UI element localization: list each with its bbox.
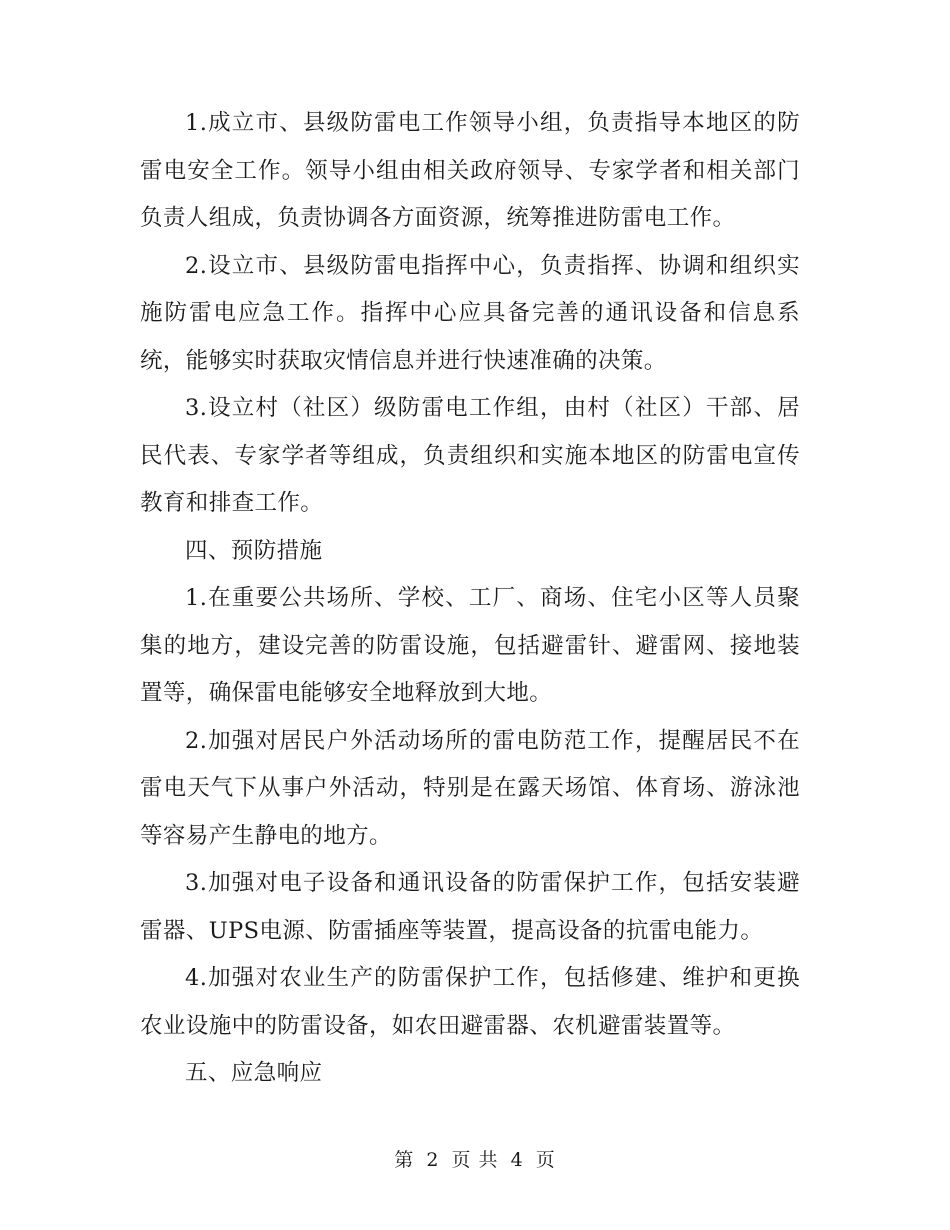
section-heading: 五、应急响应 xyxy=(185,1060,323,1086)
document-body xyxy=(140,100,800,1098)
footer-suffix: 页 xyxy=(535,1149,556,1171)
section-heading: 四、预防措施 xyxy=(185,537,323,564)
paragraph: 1.在重要公共场所、学校、工厂、商场、住宅小区等人员聚集的地方，建设完善的防雷设施，包括避雷针、避雷网、接地装置等，确保雷电能够安全地释放到大地。 xyxy=(140,585,800,706)
paragraph: 2.加强对居民户外活动场所的雷电防范工作，提醒居民不在雷电天气下从事户外活动，特别是在露天场馆、体育场、游泳池等容易产生静电的地方。 xyxy=(140,727,800,849)
paragraph: 2.设立市、县级防雷电指挥中心，负责指挥、协调和组织实施防雷电应急工作。指挥中心应具备完善的通讯设备和信息系统，能够实时获取灾情信息并进行快速准确的决策。 xyxy=(140,252,800,374)
footer-middle: 页 共 xyxy=(451,1149,499,1171)
paragraph: 3.设立村（社区）级防雷电工作组，由村（社区）干部、居民代表、专家学者等组成，负责组织和实施本地区的防雷电宣传教育和排查工作。 xyxy=(140,395,800,516)
paragraph: 1.成立市、县级防雷电工作领导小组，负责指导本地区的防雷电安全工作。领导小组由相关政府领导、专家学者和相关部门负责人组成，负责协调各方面资源，统筹推进防雷电工作。 xyxy=(140,110,800,231)
paragraph: 4.加强对农业生产的防雷保护工作，包括修建、维护和更换农业设施中的防雷设备，如农田避雷器、农机避雷装置等。 xyxy=(140,965,800,1039)
footer-prefix: 第 xyxy=(394,1149,415,1171)
total-pages-number: 4 xyxy=(510,1149,524,1171)
paragraph: 3.加强对电子设备和通讯设备的防雷保护工作，包括安装避雷器、UPS电源、防雷插座等装置，提高设备的抗雷电能力。 xyxy=(140,870,800,944)
page-footer xyxy=(0,1146,950,1174)
current-page-number: 2 xyxy=(426,1149,440,1171)
